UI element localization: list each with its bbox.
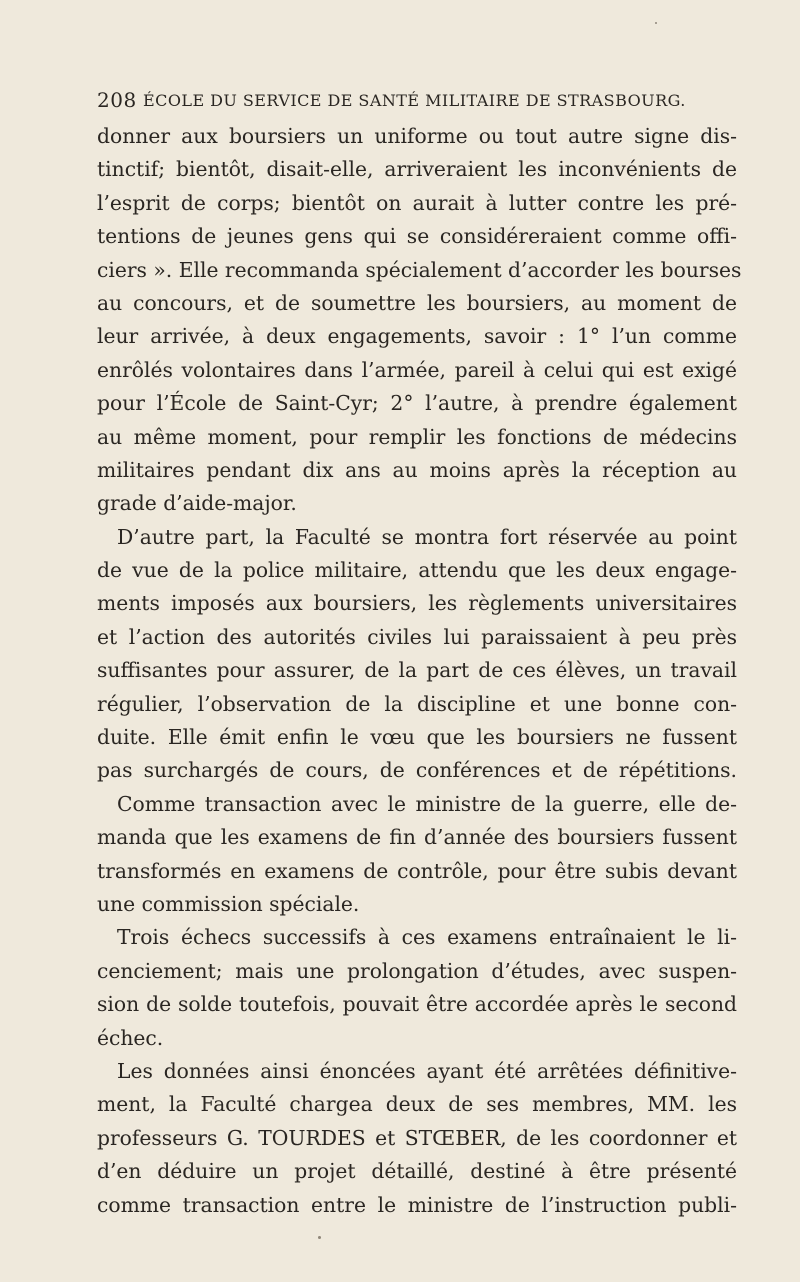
text-line: duite. Elle émit enfin le vœu que les boursiers ne fussent — [97, 725, 737, 750]
page-header — [97, 88, 727, 114]
text-line: leur arrivée, à deux engagements, savoir : 1° l’un comme — [97, 324, 737, 349]
text-line: Comme transaction avec le ministre de la guerre, elle de- — [117, 791, 737, 816]
text-line: sion de solde toutefois, pouvait être accordée après le second — [97, 992, 737, 1017]
text-line: pas surchargés de cours, de conférences et de répétitions. — [97, 758, 737, 783]
running-title: ÉCOLE DU SERVICE DE SANTÉ MILITAIRE DE STRASBOURG. — [143, 91, 686, 110]
body-text — [97, 120, 742, 1222]
text-line: ments imposés aux boursiers, les règlements universitaires — [97, 591, 737, 616]
paper-speck — [318, 1236, 321, 1239]
text-line: de vue de la police militaire, attendu que les deux engage- — [97, 558, 737, 583]
text-line: échec. — [97, 1025, 164, 1050]
text-line: militaires pendant dix ans au moins après la réception au — [97, 457, 737, 482]
text-line: au même moment, pour remplir les fonctions de médecins — [97, 424, 737, 449]
text-line: régulier, l’observation de la discipline et une bonne con- — [97, 691, 737, 716]
text-line: pour l’École de Saint-Cyr; 2° l’autre, à prendre également — [97, 391, 737, 416]
text-line: ment, la Faculté chargea deux de ses membres, MM. les — [97, 1092, 737, 1117]
text-line: comme transaction entre le ministre de l’instruction publi- — [97, 1192, 737, 1217]
text-line: tentions de jeunes gens qui se considéreraient comme offi- — [97, 224, 737, 249]
text-line: Les données ainsi énoncées ayant été arrêtées définitive- — [117, 1058, 737, 1083]
text-line: enrôlés volontaires dans l’armée, pareil à celui qui est exigé — [97, 357, 737, 382]
text-line: tinctif; bientôt, disait-elle, arriveraient les inconvénients de — [97, 157, 737, 182]
text-line: suffisantes pour assurer, de la part de ces élèves, un travail — [97, 658, 737, 683]
text-line: grade d’aide-major. — [97, 491, 297, 516]
text-line: manda que les examens de fin d’année des boursiers fussent — [97, 825, 737, 850]
text-line: l’esprit de corps; bientôt on aurait à lutter contre les pré- — [97, 190, 737, 215]
text-line: ciers ». Elle recommanda spécialement d’accorder les bourses — [97, 257, 742, 282]
text-line: au concours, et de soumettre les boursiers, au moment de — [97, 290, 737, 315]
text-line: cenciement; mais une prolongation d’études, avec suspen- — [97, 958, 737, 983]
text-line: transformés en examens de contrôle, pour être subis devant — [97, 858, 737, 883]
page-number: 208 — [97, 88, 137, 112]
text-line: professeurs G. TOURDES et STŒBER, de les coordonner et — [97, 1125, 737, 1150]
text-line: une commission spéciale. — [97, 891, 360, 916]
text-line: donner aux boursiers un uniforme ou tout autre signe dis- — [97, 124, 737, 148]
paper-speck — [655, 22, 657, 24]
text-line: D’autre part, la Faculté se montra fort réservée au point — [117, 524, 737, 549]
text-line: et l’action des autorités civiles lui paraissaient à peu près — [97, 624, 737, 649]
text-line: Trois échecs successifs à ces examens entraînaient le li- — [117, 925, 737, 950]
text-line: d’en déduire un projet détaillé, destiné à être présenté — [97, 1159, 737, 1184]
